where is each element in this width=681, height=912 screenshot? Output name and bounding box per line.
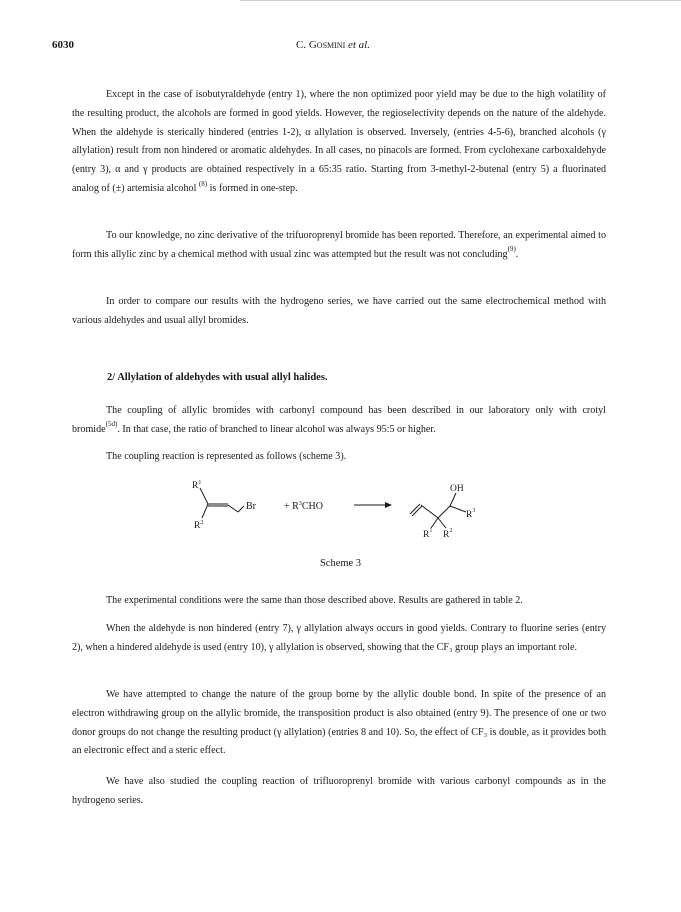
paragraph-8-text: We have attempted to change the nature of the group borne by the allylic double bond. In spite of the presence of an electron withdrawing group on the allylic bromide, the transposition product is also obtained (entry 9). The presence of one or two donor groups do not change the resulting product (γ allylation) (entries 8 and 10). So, the effect of CF₃ is double, as it provides both an electronic effect and a steric effect. [72,689,606,757]
paragraph-1-tail: is formed in one-step. [207,182,298,194]
author-prefix: C. [296,39,309,51]
paragraph-5-text: The coupling reaction is represented as follows (scheme 3). [106,451,347,462]
paragraph-1 [72,86,606,199]
paragraph-6-text: The experimental conditions were the same than those described above. Results are gathered in table 2. [106,595,523,606]
paragraph-2-tail: . [515,248,519,260]
reactant-r2-label: $R^2$ [194,520,204,531]
ref-9: (9) [507,245,516,254]
paragraph-2-text: To our knowledge, no zinc derivative of the trifuoroprenyl bromide has been reported. Therefore, an experimental aimed to form this allylic zinc by a chemical method with usual zinc was attempted but the result was not concluding [72,230,606,260]
paragraph-4-tail: . In that case, the ratio of branched to linear alcohol was always 95:5 or higher. [117,423,436,435]
paragraph-4 [72,402,606,440]
paragraph-7 [72,620,606,658]
top-rule [240,0,681,1]
reaction-arrow [354,502,392,508]
ref-8: (8) [198,179,208,188]
hydroxyl-label: OH [450,484,464,494]
reactant-allyl-bromide [192,480,257,531]
paragraph-3-text: In order to compare our results with the hydrogeno series, we have carried out the same electrochemical method with various aldehydes and usual allyl bromides. [72,296,606,326]
scheme-3-diagram [180,476,510,546]
paragraph-3 [72,293,606,331]
paragraph-9-text: We have also studied the coupling reaction of trifluoroprenyl bromide with various carbonyl compounds as in the hydrogeno series. [72,776,606,806]
paragraph-6 [72,592,606,611]
scheme-caption: Scheme 3 [319,558,362,569]
product-homoallylic-alcohol [410,484,475,540]
paragraph-5 [72,448,606,467]
paragraph-2 [72,227,606,265]
paragraph-8 [72,686,606,761]
author-suffix: et al. [347,39,370,51]
ref-5d: (5d) [105,420,118,429]
aldehyde-reagent-label: + $R^3CHO$ [284,501,323,512]
running-head [296,39,370,51]
paragraph-1-text: Except in the case of isobutyraldehyde (entry 1), where the non optimized poor yield may be due to the high volatility of the resulting product, the alcohols are formed in good yields. However, the regioselectivity depends on the nature of the aldehyde. When the aldehyde is sterically hindered (entries 1-2), α allylation is observed. Inversely, (entries 4-5-6), branched alcohols (γ allylation) result from non hindered or aromatic aldehydes. In all cases, no pinacols are formed. From cyclohexane carboxaldehyde (entry 3), α and γ products are obtained respectively in a 65:35 ratio. Starting from 3-methyl-2-butenal (entry 5) a fluorinated analog of (±) artemisia alcohol [72,89,606,194]
reactant-r1-label: $R^1$ [192,480,202,491]
paragraph-7-text: When the aldehyde is non hindered (entry 7), γ allylation always occurs in good yields. Contrary to fluorine series (entry 2), when a hindered aldehyde is used (entry 10), γ allylation is observed, showing that the CF₃ group plays an important role. [72,623,606,653]
section-heading: 2/ Allylation of aldehydes with usual allyl halides. [107,372,328,383]
page-number: 6030 [52,39,74,51]
product-r2-label: $R^2$ [443,528,453,540]
author-name: Gosmini [308,39,346,51]
paragraph-9 [72,773,606,811]
product-r3-label: $R^3$ [466,508,476,520]
bromine-label: Br [246,501,256,512]
product-r1-label: $R^1$ [423,528,433,540]
paragraph-4-text: The coupling of allylic bromides with carbonyl compound has been described in our laboratory only with crotyl bromide [72,405,606,435]
